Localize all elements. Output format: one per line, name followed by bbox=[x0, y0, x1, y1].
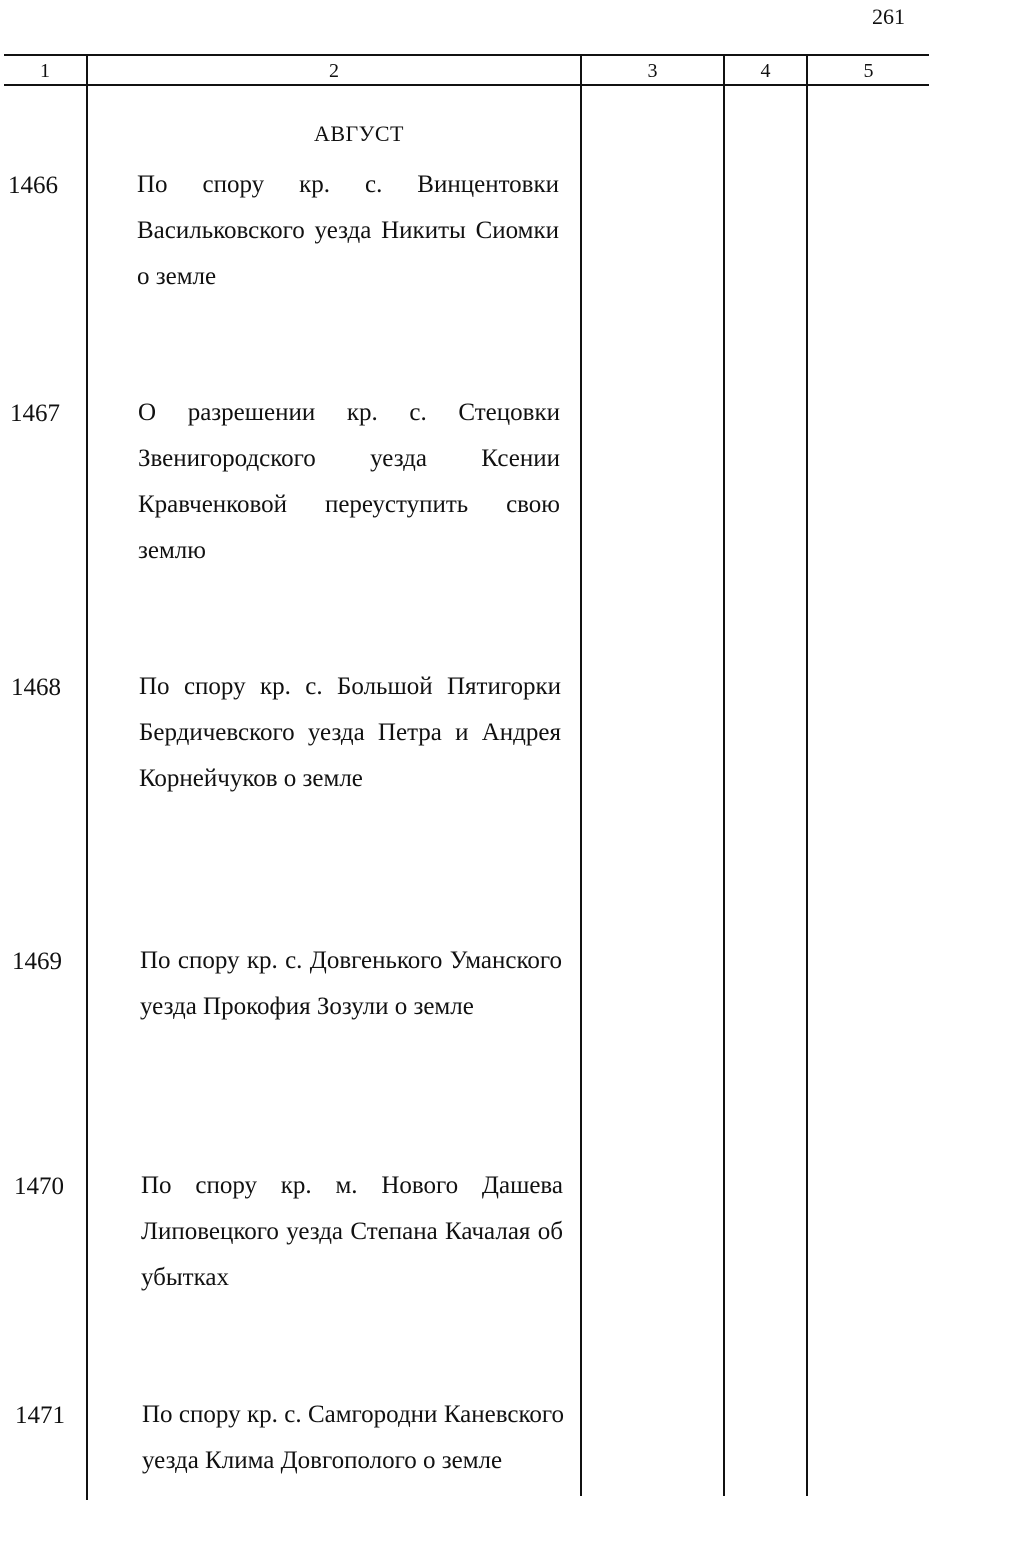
entry-number: 1469 bbox=[12, 948, 62, 975]
entry-text: По спору кр. с. Большой Пятигорки Бердичевского уезда Петра и Андрея Корнейчуков о земле bbox=[139, 673, 561, 792]
entry-number: 1467 bbox=[10, 400, 60, 427]
column-divider-2 bbox=[580, 56, 582, 1496]
header-bottom-rule bbox=[4, 84, 929, 86]
column-divider-3 bbox=[723, 56, 725, 1496]
entry-text: О разрешении кр. с. Стецовки Звенигородского уезда Ксении Кравченковой переуступить свою землю bbox=[138, 399, 560, 564]
entry-number: 1468 bbox=[11, 674, 61, 701]
month-heading: АВГУСТ bbox=[314, 121, 404, 146]
column-number-1: 1 bbox=[40, 60, 50, 82]
column-number-4: 4 bbox=[760, 60, 771, 82]
column-number-5: 5 bbox=[863, 60, 874, 82]
page-number: 261 bbox=[872, 4, 905, 29]
column-divider-4 bbox=[806, 56, 808, 1496]
column-number-2: 2 bbox=[329, 60, 339, 82]
header-top-rule bbox=[4, 54, 929, 56]
column-divider-1 bbox=[86, 56, 88, 1500]
entry-text: По спору кр. м. Нового Дашева Липовецкого уезда Степана Качалая об убытках bbox=[141, 1172, 563, 1291]
entry-number: 1470 bbox=[14, 1173, 64, 1200]
entry-number: 1471 bbox=[15, 1402, 65, 1429]
entry-number: 1466 bbox=[8, 172, 58, 199]
entry-text: По спору кр. с. Довгенького Уманского уезда Прокофия Зозули о земле bbox=[140, 947, 562, 1020]
entry-text: По спору кр. с. Винцентовки Васильковского уезда Никиты Сиомки о земле bbox=[137, 171, 559, 290]
column-number-3: 3 bbox=[647, 60, 658, 82]
entry-text: По спору кр. с. Самгородни Каневского уезда Клима Довгополого о земле bbox=[142, 1401, 564, 1474]
